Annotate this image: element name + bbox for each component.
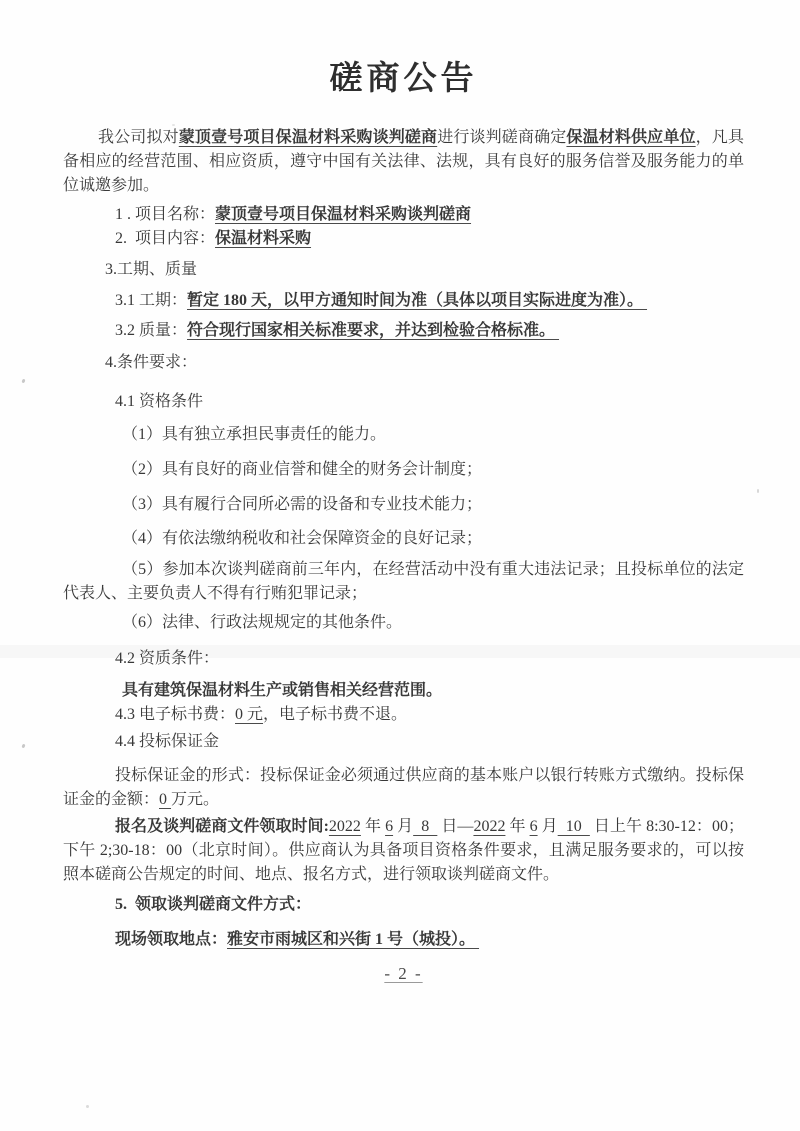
schedule-paragraph	[63, 815, 744, 887]
item-4-1-heading	[63, 390, 744, 414]
scan-speck	[21, 379, 25, 384]
schedule-sep-1: 年	[360, 818, 386, 835]
item-2-project-content	[63, 227, 744, 251]
condition-1	[63, 423, 744, 447]
item-3-2-quality	[63, 319, 744, 343]
item-3-1-duration	[63, 289, 744, 313]
schedule-day-2: 10	[557, 818, 590, 835]
item-1-project-name	[63, 203, 744, 227]
pickup-address: 雅安市雨城区和兴街 1 号（城投）。	[227, 931, 480, 948]
condition-1-text: （1）具有独立承担民事责任的能力。	[122, 426, 387, 443]
condition-3-text: （3）具有履行合同所必需的设备和专业技术能力；	[122, 496, 483, 513]
pickup-label: 现场领取地点：	[115, 931, 228, 948]
item-3-2-value: 符合现行国家相关标准要求，并达到检验合格标准。	[187, 322, 560, 339]
condition-6-text: （6）法律、行政法规规定的其他条件。	[122, 614, 403, 631]
deposit-paragraph	[63, 764, 744, 812]
item-2-value: 保温材料采购	[215, 230, 312, 247]
scan-speck	[86, 1105, 89, 1108]
document-title: 磋商公告	[329, 61, 478, 97]
item-1-value: 蒙顶壹号项目保温材料采购谈判磋商	[215, 206, 472, 223]
item-4-4-heading	[63, 730, 744, 754]
item-4-2-heading	[63, 647, 744, 671]
scan-speck	[757, 489, 759, 493]
condition-3	[63, 493, 744, 517]
schedule-sep-4: 年	[505, 818, 530, 835]
intro-text-post: ，凡具备相应的经营范围、相应资质，遵守中国有关法律、法规，具有良好的服务信誉及服务能力的单位诚邀参加。	[63, 129, 744, 194]
document-body	[63, 0, 744, 984]
item-1-label: 1 . 项目名称：	[115, 206, 216, 223]
schedule-year-1: 2022	[328, 818, 361, 835]
condition-2-text: （2）具有良好的商业信誉和健全的财务会计制度；	[122, 461, 483, 478]
schedule-sep-5: 月	[537, 818, 558, 835]
item-4-heading	[63, 351, 744, 375]
condition-5-text: （5）参加本次谈判磋商前三年内，在经营活动中没有重大违法记录；且投标单位的法定代表人、主要负责人不得有行贿犯罪记录；	[63, 561, 744, 602]
item-4-3-fee-value: 0 元	[235, 706, 264, 723]
item-4-2-scope-text: 具有建筑保温材料生产或销售相关经营范围。	[122, 682, 443, 699]
item-3-1-label: 3.1 工期：	[115, 292, 188, 309]
item-4-3-fee	[63, 703, 744, 727]
condition-2	[63, 458, 744, 482]
schedule-month-1: 6	[385, 818, 394, 835]
item-4-3-rest: ，电子标书费不退。	[263, 706, 408, 723]
intro-supplier-unit: 保温材料供应单位	[566, 129, 696, 146]
intro-text-pre: 我公司拟对	[98, 129, 179, 146]
schedule-rest: 日上午 8:30-12：00；下午 2;30-18：00（北京时间）。供应商认为具备项目资格条件要求，且满足服务要求的，可以按照本磋商公告规定的时间、地点、报名方式，进行领取谈判磋商文件。	[63, 818, 744, 883]
item-3-1-value: 暂定 180 天，以甲方通知时间为准（具体以项目实际进度为准）。	[187, 292, 648, 309]
item-4-2-text: 4.2 资质条件：	[115, 650, 220, 667]
item-4-4-text: 4.4 投标保证金	[115, 733, 220, 750]
item-5-heading	[63, 893, 744, 917]
item-4-3-label: 4.3 电子标书费：	[115, 706, 236, 723]
intro-text-mid: 进行谈判磋商确定	[437, 129, 567, 146]
schedule-sep-2: 月	[393, 818, 414, 835]
schedule-month-2: 6	[529, 818, 538, 835]
item-3-2-label: 3.2 质量：	[115, 322, 188, 339]
condition-4-text: （4）有依法缴纳税收和社会保障资金的良好记录；	[122, 530, 483, 547]
condition-5	[63, 558, 744, 606]
schedule-sep-3: 日—	[437, 818, 474, 835]
page-number	[63, 964, 744, 984]
item-4-text: 4.条件要求：	[105, 354, 198, 371]
intro-project-name: 蒙顶壹号项目保温材料采购谈判磋商	[178, 129, 438, 146]
deposit-text-post: 万元。	[171, 791, 220, 808]
deposit-amount: 0	[159, 791, 172, 808]
schedule-day-1: 8	[413, 818, 438, 835]
condition-6	[63, 611, 744, 635]
intro-paragraph	[63, 126, 744, 198]
condition-4	[63, 527, 744, 551]
item-3-heading	[63, 258, 744, 282]
pickup-location-line	[63, 928, 744, 952]
schedule-year-2: 2022	[473, 818, 506, 835]
item-5-text: 5. 领取谈判磋商文件方式：	[115, 896, 312, 913]
item-3-text: 3.工期、质量	[105, 261, 198, 278]
item-4-1-text: 4.1 资格条件	[115, 393, 204, 410]
item-4-2-scope	[63, 679, 744, 703]
item-2-label: 2. 项目内容：	[115, 230, 216, 247]
schedule-label: 报名及谈判磋商文件领取时间:	[115, 818, 329, 835]
scan-speck	[21, 744, 25, 749]
page-number-text: - 2 -	[384, 964, 423, 983]
deposit-text-pre: 投标保证金的形式：投标保证金必须通过供应商的基本账户以银行转账方式缴纳。投标保证金的金额：	[63, 767, 744, 808]
